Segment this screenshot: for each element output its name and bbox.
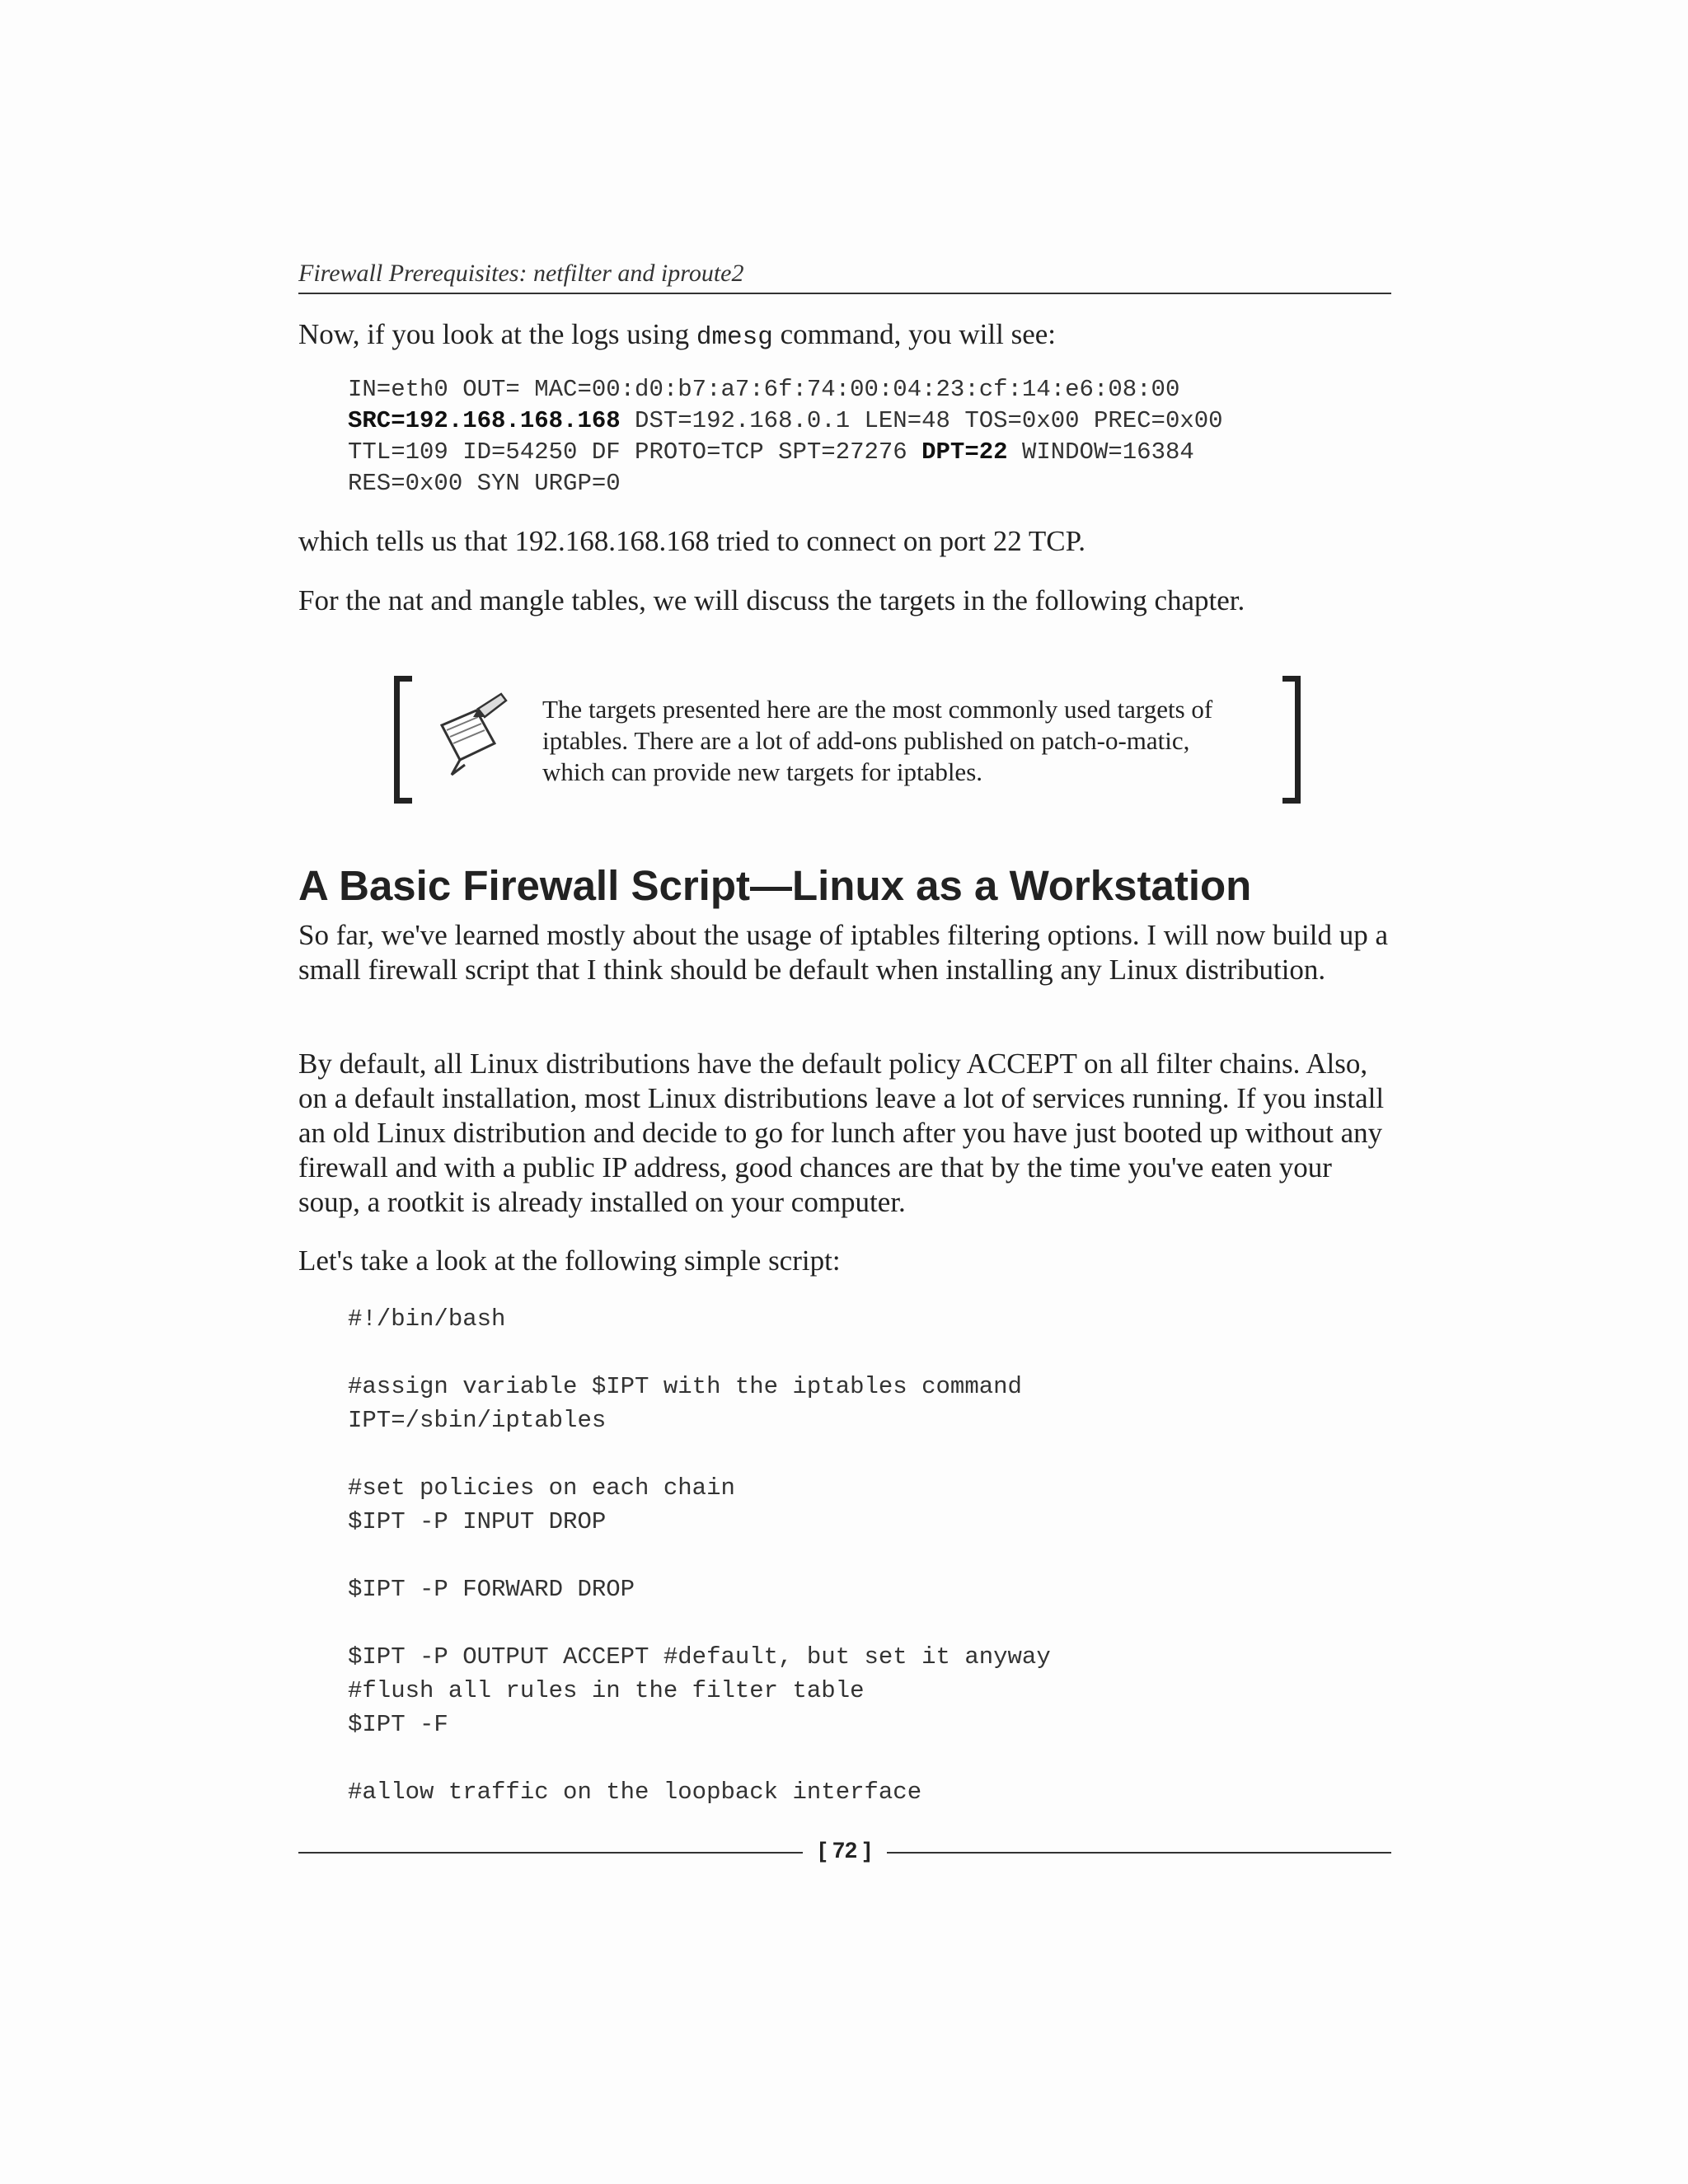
log-output-block xyxy=(348,376,1386,501)
script-line xyxy=(348,1539,1386,1572)
script-line: $IPT -P OUTPUT ACCEPT #default, but set it anyway xyxy=(348,1643,1051,1671)
log-dpt-highlight: DPT=22 xyxy=(921,438,1008,466)
lets-look-paragraph: Let's take a look at the following simple script: xyxy=(298,1244,841,1277)
page-number: [ 72 ] xyxy=(818,1838,871,1863)
script-line: #set policies on each chain xyxy=(348,1474,735,1502)
intro-paragraph xyxy=(298,317,1391,355)
notes-pencil-icon xyxy=(427,692,509,791)
running-header: Firewall Prerequisites: netfilter and iproute2 xyxy=(298,260,744,287)
log-line-end: WINDOW=16384 xyxy=(1007,438,1194,466)
default-policy-paragraph: By default, all Linux distributions have the default policy ACCEPT on all filter chains. Also, on a default installation, most Linux distributions leave a lot of services running. If you install an old Linux distribution and decide to go for lunch after you have just booted up without any firewall and with a public IP address, good chances are that by the time you've eaten your soup, a rootkit is already installed on your computer. xyxy=(298,1047,1385,1218)
script-line: IPT=/sbin/iptables xyxy=(348,1407,607,1434)
port-explanation-paragraph: which tells us that 192.168.168.168 tried to connect on port 22 TCP. xyxy=(298,525,1085,557)
section-heading: A Basic Firewall Script—Linux as a Workstation xyxy=(298,862,1252,909)
script-line xyxy=(348,1606,1386,1640)
intro-text-after: command, you will see: xyxy=(772,318,1056,350)
log-line: RES=0x00 SYN URGP=0 xyxy=(348,470,621,497)
header-rule xyxy=(298,293,1391,294)
log-line-rest: DST=192.168.0.1 LEN=48 TOS=0x00 PREC=0x00 xyxy=(620,407,1223,434)
book-page xyxy=(298,0,1391,2184)
log-line xyxy=(348,407,1386,438)
page-footer xyxy=(298,1840,1391,1864)
script-line: $IPT -P INPUT DROP xyxy=(348,1508,607,1535)
script-line: #!/bin/bash xyxy=(348,1305,506,1333)
script-line: $IPT -P FORWARD DROP xyxy=(348,1576,635,1603)
right-bracket xyxy=(1282,676,1301,804)
log-line-start: TTL=109 ID=54250 DF PROTO=TCP SPT=27276 xyxy=(348,438,922,466)
script-line: $IPT -F xyxy=(348,1711,448,1738)
log-src-highlight: SRC=192.168.168.168 xyxy=(348,407,621,434)
script-line: #assign variable $IPT with the iptables command xyxy=(348,1373,1022,1400)
nat-mangle-paragraph: For the nat and mangle tables, we will discuss the targets in the following chapter. xyxy=(298,584,1245,616)
note-callout xyxy=(394,676,1301,808)
intro-text-before: Now, if you look at the logs using xyxy=(298,318,696,350)
dmesg-inline-code: dmesg xyxy=(696,323,773,352)
left-bracket xyxy=(394,676,412,804)
log-line: IN=eth0 OUT= MAC=00:d0:b7:a7:6f:74:00:04:23:cf:14:e6:08:00 xyxy=(348,376,1180,403)
script-line xyxy=(348,1336,1386,1370)
log-line xyxy=(348,438,1386,470)
script-line xyxy=(348,1437,1386,1471)
note-text: The targets presented here are the most commonly used targets of iptables. There are a lot of add-ons published on patch-o-matic, which can provide new targets for iptables. xyxy=(542,695,1213,786)
script-line: #allow traffic on the loopback interface xyxy=(348,1779,922,1806)
script-line: #flush all rules in the filter table xyxy=(348,1677,865,1704)
firewall-script-block xyxy=(348,1302,1386,1809)
footer-rule-right xyxy=(887,1852,1391,1854)
intro-script-paragraph: So far, we've learned mostly about the usage of iptables filtering options. I will now build up a small firewall script that I think should be default when installing any Linux distribution. xyxy=(298,919,1388,986)
script-line xyxy=(348,1741,1386,1775)
